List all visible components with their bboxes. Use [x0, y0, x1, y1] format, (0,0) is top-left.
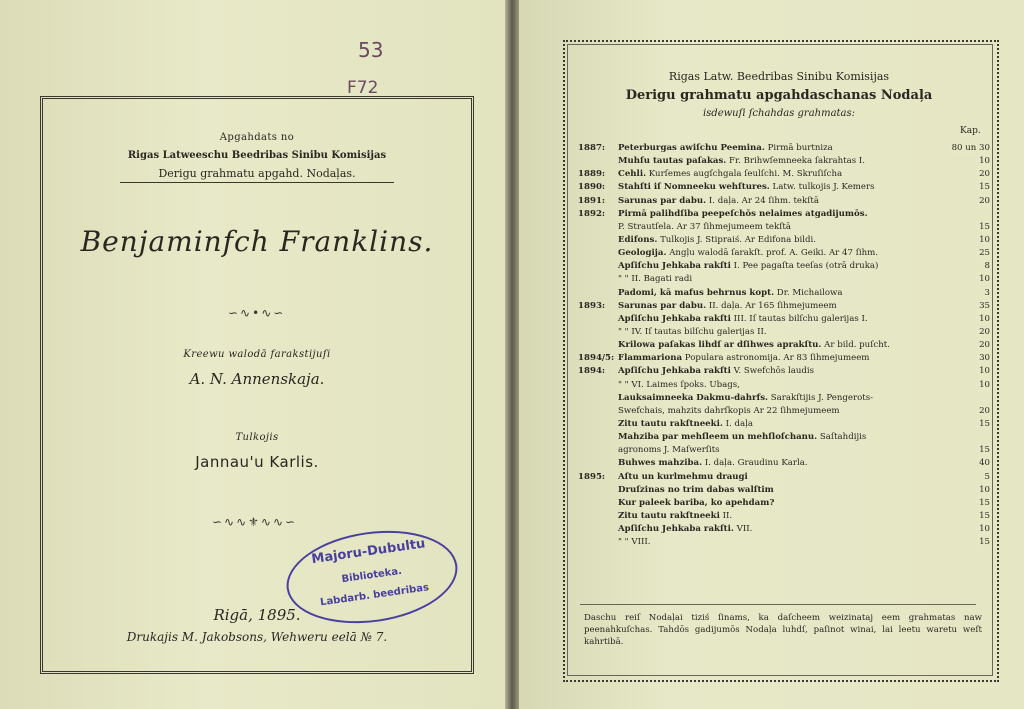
stamp-line-2: Biblioteka. [340, 565, 403, 586]
catalog-details: Latw. tulkojis J. Kemers [769, 182, 875, 193]
catalog-title: Geologija. [618, 248, 667, 259]
catalog-row [578, 457, 990, 470]
catalog-title: Zitu tautu rakſtneeki. [618, 418, 723, 429]
catalog-details: III. Iſ tautas bilſchu galerijas I. [730, 313, 868, 324]
catalog-title: Muhſu tautas paſakas. [618, 156, 727, 167]
catalog-row [578, 392, 990, 405]
catalog-details: P. Strautſela. Ar 37 ſihmejumeem tekſtā [618, 221, 791, 232]
catalog-title: Apſiſchu Jehkaba rakſti [618, 366, 731, 377]
catalog-price: 20 [977, 405, 990, 418]
catalog-row [578, 379, 990, 392]
catalog-row [578, 510, 990, 523]
catalog-details: Fr. Brihwſemneeka ſakrahtas I. [726, 156, 865, 167]
catalog-year: 1887: [578, 143, 606, 153]
catalog-year: 1894/5: [578, 353, 615, 364]
catalog-price: 20 [977, 326, 990, 339]
catalog-year: 1889: [578, 169, 606, 180]
ornament-divider: ∽∿•∿∽ [228, 306, 286, 320]
catalog-details: Ar bild. puſcht. [821, 340, 890, 351]
catalog-price: 15 [977, 221, 990, 234]
catalog-details: " " IV. Iſ tautas bilſchu galerijas II. [618, 326, 767, 337]
catalog-price: 15 [977, 497, 990, 510]
catalog-row [578, 352, 990, 365]
catalog-row [578, 431, 990, 444]
catalog-title: Apſiſchu Jehkaba rakſti [618, 261, 731, 272]
catalog-details: Saſtahdijis [817, 432, 867, 443]
catalog-row [578, 523, 990, 536]
catalog-details: Tulkojis J. Stipraiś. Ar Edifona bildi. [657, 234, 817, 245]
catalog-row [578, 287, 990, 300]
catalog-title: Edifons. [618, 234, 658, 245]
catalog-price: 8 [983, 260, 990, 273]
catalog-details: Sarakſtijis J. Pengerots- [768, 392, 874, 403]
catalog-title: Pirmā palihdſiba peepeſchōs nelaimes atgadijumōs. [618, 208, 868, 219]
catalog-details: Kurſemes augſchgala ſeulſchi. M. Skruſiſcha [646, 169, 843, 180]
catalog-title: Mahziba par mehſleem un mehſloſchanu. [618, 432, 818, 443]
catalog-title: Lauksaimneeka Dakmu-dahrfs. [618, 392, 769, 403]
printer-line: Drukajis M. Jakobsons, Wehweru eelā № 7. [126, 630, 388, 644]
catalog-title: Sarunas par dabu. [618, 195, 707, 206]
catalog-row [578, 221, 990, 234]
catalog-title: Apſiſchu Jehkaba rakſti. [618, 524, 734, 535]
handwritten-shelf-code: F72 [347, 78, 379, 98]
catalog-year: 1894: [578, 366, 606, 377]
catalog-row [578, 326, 990, 339]
catalog-row [578, 471, 990, 484]
catalog-row [578, 365, 990, 378]
catalog-title: Krilowa paſakas lihdſ ar dſihwes aprakſtu. [618, 340, 822, 351]
translator-label: Tulkojis [235, 432, 279, 443]
catalog-price: 10 [977, 365, 990, 378]
catalog-details: Swefchais, mahzits dahrſkopis Ar 22 ſihmejumeem [618, 405, 840, 416]
catalog-price: 15 [977, 444, 990, 457]
catalog-price: 20 [977, 168, 990, 181]
catalog-year: 1895: [578, 471, 606, 482]
catalog-year: 1892: [578, 208, 606, 219]
publisher-line-2: Rigas Latweeschu Beedribas Sinibu Komisijas [127, 150, 387, 161]
catalog-details: " " II. Bagati radi [618, 274, 693, 285]
catalog-header-3: isdewuſi ſchahdas grahmatas: [702, 108, 856, 119]
catalog-price: 25 [977, 247, 990, 260]
catalog-title: Zitu tautu rakſtneeki [618, 510, 720, 521]
catalog-row [578, 497, 990, 510]
catalog-price: 3 [983, 287, 990, 300]
catalog-year: 1891: [578, 195, 606, 206]
catalog-row [578, 273, 990, 286]
catalog-list [578, 142, 990, 549]
catalog-details: II. [719, 510, 733, 521]
catalog-row [578, 155, 990, 168]
catalog-row [578, 234, 990, 247]
catalog-price: 35 [977, 300, 990, 313]
catalog-row [578, 260, 990, 273]
catalog-row [578, 339, 990, 352]
catalog-details: VII. [733, 524, 753, 535]
catalog-title: Flammariona [618, 353, 683, 364]
catalog-title: Padomi, kā mafus behrnus kopt. [618, 287, 775, 298]
catalog-details: I. daļa. Graudinu Karla. [702, 458, 808, 469]
catalog-year: 1890: [578, 182, 606, 193]
catalog-details: agronoms J. Maſwerſits [618, 445, 720, 456]
catalog-price: 10 [977, 234, 990, 247]
catalog-price: 80 un 30 [950, 142, 990, 155]
catalog-price: 10 [977, 523, 990, 536]
stamp-line-1: Majoru-Dubultu [310, 536, 427, 568]
catalog-details: I. daļa [722, 418, 753, 429]
catalog-title: Stahſti iſ Nomneeku wehſtures. [618, 182, 770, 193]
catalog-title: Sarunas par dabu. [618, 300, 707, 311]
author-label: Kreewu walodā farakstijuſi [183, 349, 331, 360]
catalog-row [578, 181, 990, 194]
catalog-title: Buhwes mahziba. [618, 458, 703, 469]
book-title: Benjaminfch Franklins. [80, 225, 434, 258]
publisher-line-3: Derigu grahmatu apgahd. Nodaļas. [158, 167, 356, 180]
publisher-rule [120, 182, 394, 183]
kap-column-label: Kap. [960, 126, 981, 136]
stamp-line-3: Labdarb. beedribas [319, 582, 430, 609]
catalog-price: 10 [977, 155, 990, 168]
ornament-divider-2: ∽∿∿⚜∿∿∽ [212, 515, 298, 529]
catalog-price: 10 [977, 379, 990, 392]
catalog-title: Druſzinas no trim dabas walſtim [618, 484, 774, 495]
book-gutter [505, 0, 519, 709]
catalog-price: 15 [977, 536, 990, 549]
catalog-row [578, 536, 990, 549]
catalog-price: 30 [977, 352, 990, 365]
catalog-price: 10 [977, 273, 990, 286]
catalog-price: 20 [977, 339, 990, 352]
catalog-row [578, 405, 990, 418]
catalog-row [578, 418, 990, 431]
place-year: Rigā, 1895. [213, 606, 301, 624]
catalog-details: Pirmā burtniza [764, 143, 833, 153]
catalog-price: 10 [977, 484, 990, 497]
catalog-details: Angļu walodā ſarakſt. prof. A. Geiki. Ar 47 ſihm. [666, 248, 879, 259]
catalog-price: 20 [977, 195, 990, 208]
catalog-details: V. Swefchōs laudis [730, 366, 815, 377]
catalog-title: Kur paleek bariba, ko apehdam? [618, 497, 775, 508]
catalog-row [578, 313, 990, 326]
catalog-details: I. Pee pagaſta teeſas (otrā druka) [730, 261, 879, 272]
catalog-row [578, 484, 990, 497]
catalog-title: Apſiſchu Jehkaba rakſti [618, 313, 731, 324]
catalog-price: 15 [977, 510, 990, 523]
catalog-price: 15 [977, 181, 990, 194]
catalog-details: II. daļa. Ar 165 ſihmejumeem [706, 300, 837, 311]
catalog-row [578, 300, 990, 313]
catalog-footer-note: Daschu reiſ Nodaļai tiziś ſinams, ka daſcheem weizinataj eem grahmatas naw peenahkuſchas. Tahdōs gadijumōs Nodaļa luhdſ, paſinot winai, lai leetu waretu weſt kahrtibā. [584, 613, 982, 647]
catalog-price: 10 [977, 313, 990, 326]
catalog-details: Populara astronomija. Ar 83 ſihmejumeem [682, 353, 870, 364]
catalog-price: 5 [983, 471, 990, 484]
catalog-year: 1893: [578, 300, 606, 311]
publisher-line-1: Apgahdats no [219, 132, 295, 143]
catalog-row [578, 247, 990, 260]
catalog-header-2: Derigu grahmatu apgahdaschanas Nodaļa [625, 88, 933, 103]
catalog-row [578, 168, 990, 181]
handwritten-shelf-number: 53 [358, 38, 384, 62]
catalog-title: Aſtu un kurlmehmu draugi [618, 471, 748, 482]
catalog-details: " " VI. Laimes ſpoks. Ubags, [618, 379, 740, 390]
catalog-title: Cehli. [618, 169, 647, 180]
catalog-row [578, 195, 990, 208]
footer-rule [580, 604, 976, 605]
catalog-row [578, 142, 990, 155]
catalog-row [578, 444, 990, 457]
catalog-details: I. daļa. Ar 24 ſihm. tekſtā [706, 195, 819, 206]
catalog-price: 15 [977, 418, 990, 431]
catalog-title: Peterburgas awiſchu Peeminа. [618, 143, 765, 153]
catalog-header-1: Rigas Latw. Beedribas Sinibu Komisijas [668, 70, 890, 83]
catalog-details: " " VIII. [618, 537, 651, 548]
catalog-details: Dr. Michailowa [774, 287, 843, 298]
translator-name: Jannau'u Karlis. [195, 453, 319, 471]
catalog-row [578, 208, 990, 221]
author-name: A. N. Annenskaja. [189, 370, 325, 388]
catalog-price: 40 [977, 457, 990, 470]
